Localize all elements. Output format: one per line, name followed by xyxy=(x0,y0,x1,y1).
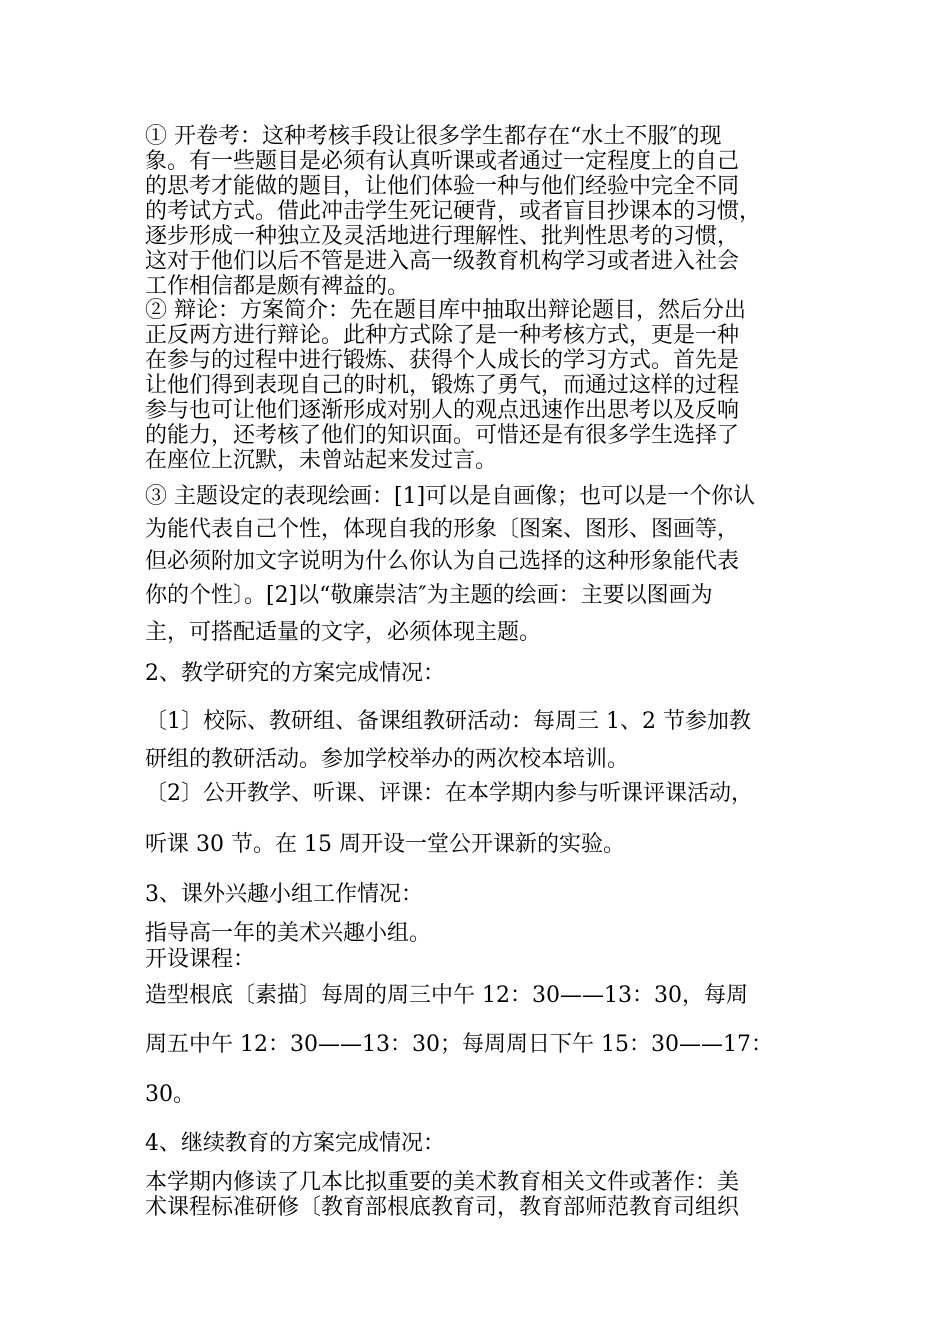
text-line: 正反两方进行辩论。此种方式除了是一种考核方式，更是一种 xyxy=(145,323,740,348)
text-line: 主，可搭配适量的文字，必须体现主题。 xyxy=(145,620,542,645)
text-line: ② 辩论：方案简介：先在题目库中抽取出辩论题目，然后分出 xyxy=(145,298,746,323)
text-line: 术课程标准研修〔教育部根底教育司，教育部师范教育司组织 xyxy=(145,1195,740,1220)
text-line: 工作相信都是颇有裨益的。 xyxy=(145,274,410,299)
text-line: 本学期内修读了几本比拟重要的美术教育相关文件或著作：美 xyxy=(145,1170,740,1195)
paragraph-continuing-education xyxy=(145,1170,815,1220)
text-line: 象。有一些题目是必须有认真听课或者通过一定程度上的自己 xyxy=(145,149,740,174)
text-line: 这对于他们以后不管是进入高一级教育机构学习或者进入社会 xyxy=(145,249,740,274)
text-line: 听课 30 节。在 15 周开设一堂公开课新的实验。 xyxy=(145,832,625,857)
paragraph-debate xyxy=(145,298,815,473)
text-line: 为能代表自己个性，体现自我的形象〔图案、图形、图画等， xyxy=(145,517,740,542)
text-line: 研组的教研活动。参加学校举办的两次校本培训。 xyxy=(145,747,630,772)
text-line: 参与也可让他们逐渐形成对别人的观点迅速作出思考以及反响 xyxy=(145,398,740,423)
text-line: ① 开卷考：这种考核手段让很多学生都存在“水土不服″的现 xyxy=(145,124,722,149)
text-line: 周五中午 12：30——13：30；每周周日下午 15：30——17： xyxy=(145,1032,773,1057)
text-line: 但必须附加文字说明为什么你认为自己选择的这种形象能代表 xyxy=(145,549,740,574)
text-line: 在参与的过程中进行锻炼、获得个人成长的学习方式。首先是 xyxy=(145,348,740,373)
text-line: 30。 xyxy=(145,1082,195,1107)
text-line: 的能力，还考核了他们的知识面。可惜还是有很多学生选择了 xyxy=(145,423,740,448)
section-heading-teaching-research: 2、教学研究的方案完成情况： xyxy=(145,661,445,686)
text-line: 在座位上沉默，未曾站起来发过言。 xyxy=(145,448,498,473)
text-line: 〔1〕校际、教研组、备课组教研活动：每周三 1、2 节参加教 xyxy=(145,709,751,734)
section-heading-interest-group: 3、课外兴趣小组工作情况： xyxy=(145,882,423,907)
text-line: ③ 主题设定的表现绘画：[1]可以是自画像；也可以是一个你认 xyxy=(145,484,756,509)
paragraph-open-book-exam xyxy=(145,124,815,299)
text-line: 你的个性〕。[2]以“敬廉崇洁″为主题的绘画：主要以图画为 xyxy=(145,583,713,608)
section-heading-continuing-education: 4、继续教育的方案完成情况： xyxy=(145,1131,445,1156)
text-line: 的思考才能做的题目，让他们体验一种与他们经验中完全不同 xyxy=(145,174,740,199)
text-line: 让他们得到表现自己的时机，锻炼了勇气，而通过这样的过程 xyxy=(145,373,740,398)
text-line: 逐步形成一种独立及灵活地进行理解性、批判性思考的习惯， xyxy=(145,224,740,249)
text-line: 开设课程： xyxy=(145,947,256,972)
text-line: 〔2〕公开教学、听课、评课：在本学期内参与听课评课活动， xyxy=(145,781,753,806)
text-line: 造型根底〔素描〕每周的周三中午 12：30——13：30，每周 xyxy=(145,983,748,1008)
text-line: 的考试方式。借此冲击学生死记硬背，或者盲目抄课本的习惯， xyxy=(145,199,762,224)
text-line: 指导高一年的美术兴趣小组。 xyxy=(145,921,432,946)
